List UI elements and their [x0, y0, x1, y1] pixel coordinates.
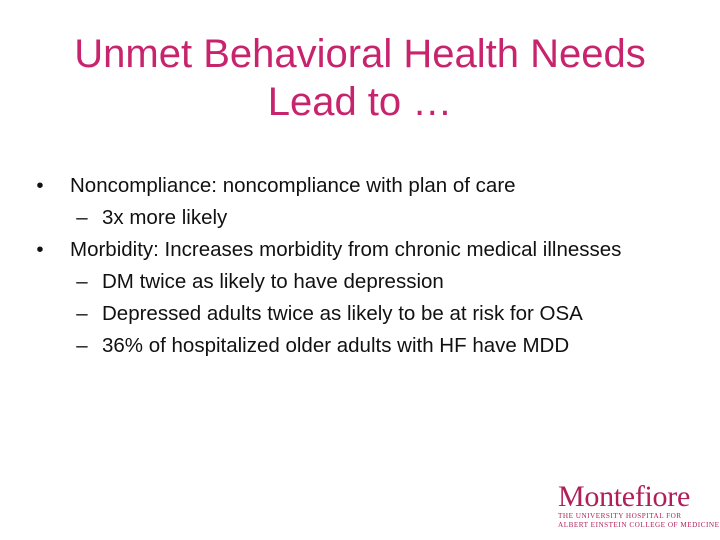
sub-bullet-text: 3x more likely: [102, 206, 228, 229]
sub-bullet-depressed-osa: [30, 298, 690, 330]
sub-bullet-marker: –: [76, 334, 88, 357]
bullet-text: Morbidity: Increases morbidity from chronic medical illnesses: [70, 238, 622, 261]
sub-bullet-marker: –: [76, 270, 88, 293]
sub-bullet-marker: –: [76, 302, 88, 325]
slide-title-line-1: Unmet Behavioral Health Needs: [74, 32, 646, 76]
slide-title: [20, 30, 700, 126]
logo-tagline-1: THE UNIVERSITY HOSPITAL FOR: [558, 512, 682, 520]
slide-body: [30, 170, 690, 362]
sub-bullet-text: 36% of hospitalized older adults with HF have MDD: [102, 334, 570, 357]
sub-bullet-text: Depressed adults twice as likely to be at risk for OSA: [102, 302, 583, 325]
sub-bullet-text: DM twice as likely to have depression: [102, 270, 444, 293]
montefiore-logo: [558, 480, 720, 530]
sub-bullet-hf-mdd: [30, 330, 690, 362]
sub-bullet-3x-more-likely: [30, 202, 690, 234]
logo-wordmark: Montefiore: [558, 480, 690, 513]
bullet-text: Noncompliance: noncompliance with plan of care: [70, 174, 516, 197]
bullet-marker: •: [36, 174, 44, 197]
slide-title-line-2: Lead to …: [267, 80, 453, 124]
logo-tagline-2: ALBERT EINSTEIN COLLEGE OF MEDICINE: [558, 521, 720, 529]
bullet-morbidity: [30, 234, 690, 266]
sub-bullet-dm-depression: [30, 266, 690, 298]
sub-bullet-marker: –: [76, 206, 88, 229]
bullet-noncompliance: [30, 170, 690, 202]
bullet-marker: •: [36, 238, 44, 261]
